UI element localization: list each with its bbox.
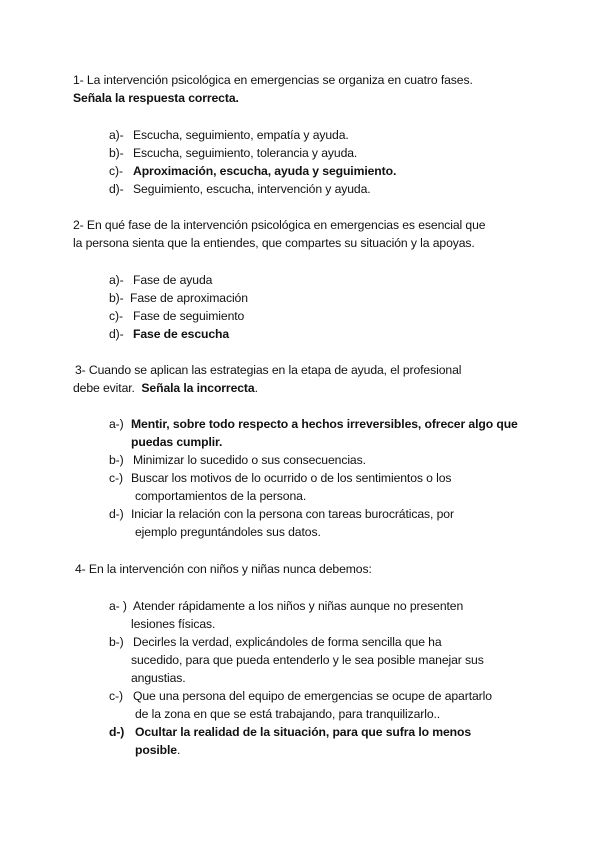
q1-option-d-letter: d)- — [109, 182, 124, 196]
q4-option-d-text-line2: posible — [135, 743, 177, 757]
q4-option-d-letter: d-) — [109, 725, 125, 739]
q4-option-c-text-line2: de la zona en que se está trabajando, para tranquilizarlo.. — [135, 707, 441, 721]
q4-option-c-text-line1: Que una persona del equipo de emergencias se ocupe de apartarlo — [133, 689, 492, 703]
q4-option-b-text-line2: sucedido, para que pueda entenderlo y le sea posible manejar sus — [131, 653, 484, 667]
q2-option-b-text: Fase de aproximación — [130, 291, 248, 305]
q2-option-c-letter: c)- — [109, 309, 123, 323]
q1-option-c-letter: c)- — [109, 164, 123, 178]
q3-option-c-text-line2: comportamientos de la persona. — [135, 489, 307, 503]
question-1-instruction: Señala la respuesta correcta. — [73, 91, 239, 105]
q2-option-a-letter: a)- — [109, 273, 124, 287]
q3-option-d-text-line1: Iniciar la relación con la persona con tareas burocráticas, por — [131, 507, 454, 521]
q3-option-d-text-line2: ejemplo preguntándoles sus datos. — [135, 525, 321, 539]
q1-option-a-letter: a)- — [109, 128, 124, 142]
question-4-stem: 4- En la intervención con niños y niñas nunca debemos: — [75, 562, 372, 576]
q2-option-c-text: Fase de seguimiento — [133, 309, 245, 323]
q2-option-d-text: Fase de escucha — [133, 327, 230, 341]
question-3-stem-line2 — [73, 379, 258, 397]
q4-option-a-letter: a- ) — [109, 599, 127, 613]
q4-option-d-text-line1: Ocultar la realidad de la situación, para que sufra lo menos — [135, 725, 472, 739]
q3-option-c-text-line1: Buscar los motivos de lo ocurrido o de los sentimientos o los — [131, 471, 452, 485]
q1-option-d-text: Seguimiento, escucha, intervención y ayuda. — [133, 182, 371, 196]
q3-option-a-letter: a-) — [109, 417, 124, 431]
question-3-stem-lead: debe evitar. — [73, 381, 135, 395]
q4-option-c-letter: c-) — [109, 689, 123, 703]
q4-option-b-text-line3: angustias. — [131, 671, 186, 685]
q3-option-b-text-line1: Minimizar lo sucedido o sus consecuencias. — [133, 453, 366, 467]
q1-option-c-text: Aproximación, escucha, ayuda y seguimiento. — [133, 164, 397, 178]
q1-option-a-text: Escucha, seguimiento, empatía y ayuda. — [133, 128, 349, 142]
q4-option-a-text-line2: lesiones físicas. — [131, 617, 216, 631]
q3-option-c-letter: c-) — [109, 471, 123, 485]
q2-option-a-text: Fase de ayuda — [133, 273, 213, 287]
question-3-instruction: Señala la incorrecta — [141, 381, 255, 395]
q3-option-a-text-line2: puedas cumplir. — [131, 435, 223, 449]
q2-option-b-letter: b)- — [109, 291, 124, 305]
q4-option-d-text-line2-wrap — [135, 741, 180, 759]
q2-option-d-letter: d)- — [109, 327, 124, 341]
question-2-stem-line1: 2- En qué fase de la intervención psicológica en emergencias es esencial que — [73, 218, 486, 232]
q3-option-a-text-line1: Mentir, sobre todo respecto a hechos irreversibles, ofrecer algo que — [131, 417, 518, 431]
q4-option-b-text-line1: Decirles la verdad, explicándoles de forma sencilla que ha — [133, 635, 442, 649]
question-2-stem-line2: la persona sienta que la entiendes, que compartes su situación y la apoyas. — [73, 236, 475, 250]
question-3-stem-line1: 3- Cuando se aplican las estrategias en la etapa de ayuda, el profesional — [75, 363, 462, 377]
q1-option-b-letter: b)- — [109, 146, 124, 160]
question-1-stem: 1- La intervención psicológica en emergencias se organiza en cuatro fases. — [73, 73, 473, 87]
q1-option-b-text: Escucha, seguimiento, tolerancia y ayuda. — [133, 146, 358, 160]
question-3-instruction-period: . — [254, 381, 258, 395]
q4-option-d-period: . — [176, 743, 181, 757]
q3-option-b-letter: b-) — [109, 453, 124, 467]
q3-option-d-letter: d-) — [109, 507, 124, 521]
q4-option-a-text-line1: Atender rápidamente a los niños y niñas aunque no presenten — [133, 599, 464, 613]
q4-option-b-letter: b-) — [109, 635, 124, 649]
